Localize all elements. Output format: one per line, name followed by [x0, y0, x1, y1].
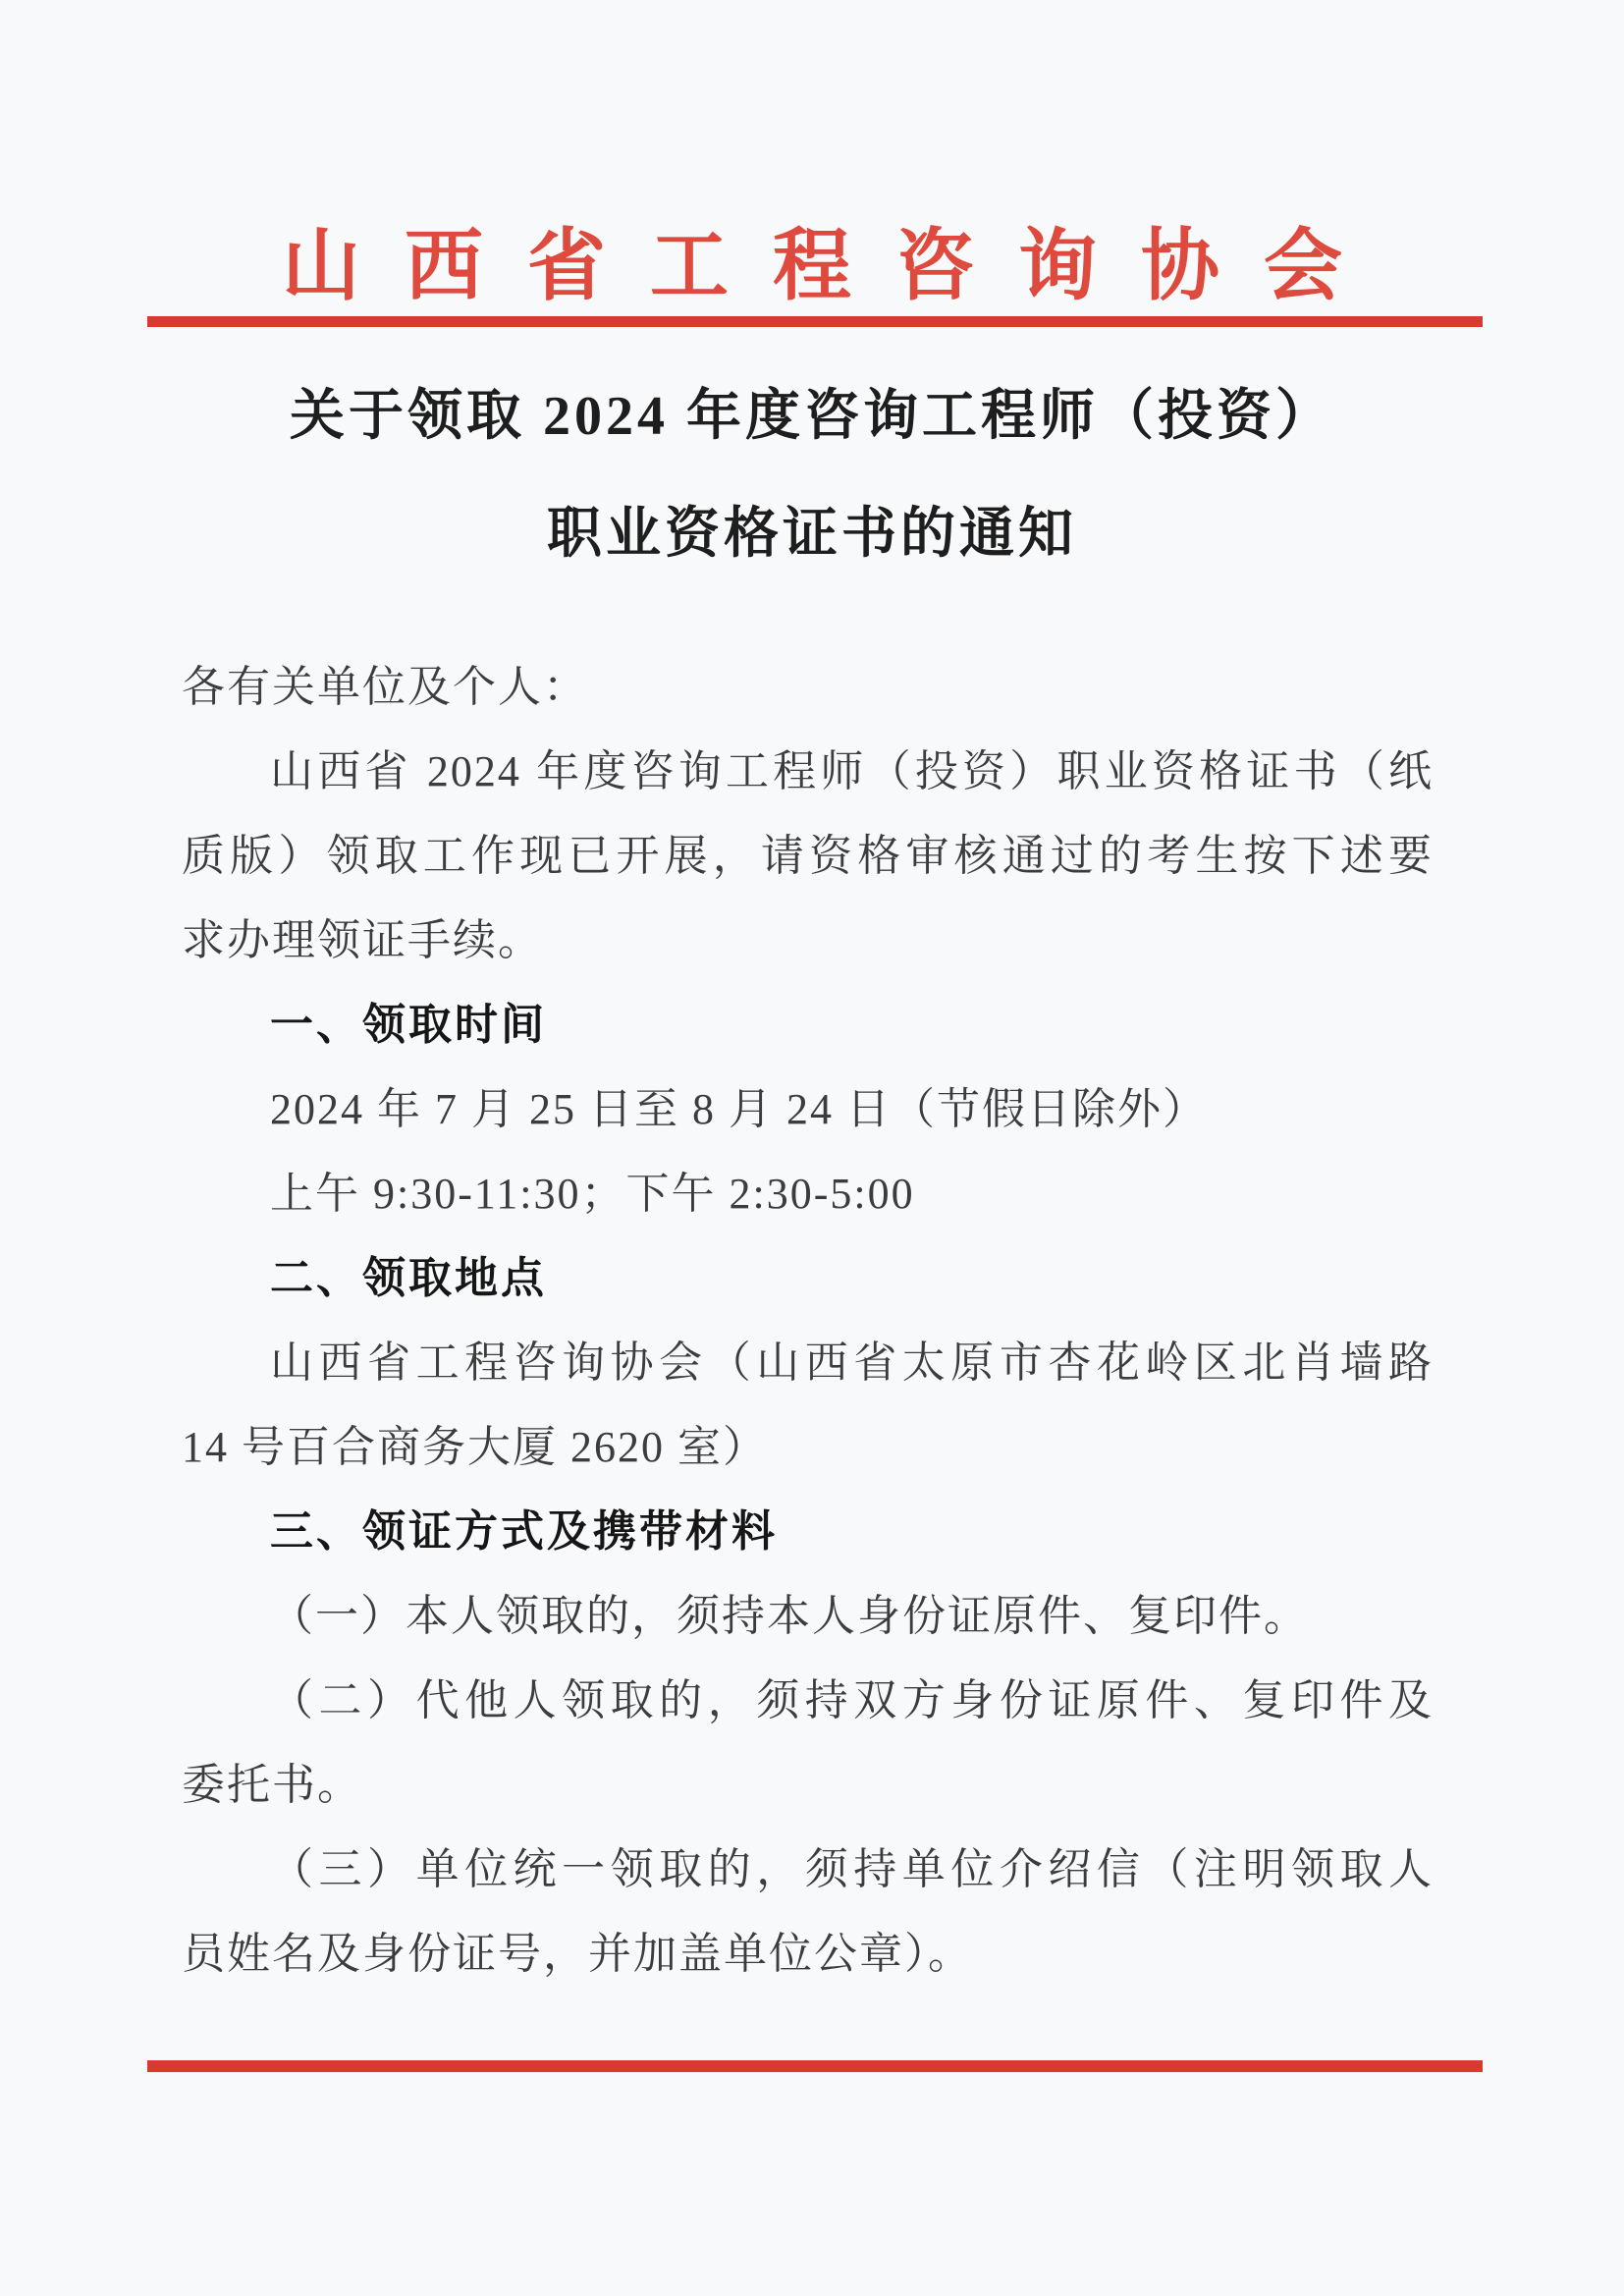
section-3-item-3-line-2: 员姓名及身份证号，并加盖单位公章）。 — [182, 1930, 973, 1978]
section-2-heading: 二、领取地点 — [270, 1254, 547, 1302]
section-3-item-2-line-2: 委托书。 — [182, 1761, 362, 1809]
salutation: 各有关单位及个人： — [182, 663, 588, 711]
section-1-date-line: 2024 年 7 月 25 日至 8 月 24 日（节假日除外） — [270, 1085, 1208, 1133]
doc-title-line-2: 职业资格证书的通知 — [547, 504, 1077, 565]
section-1-hours-line: 上午 9:30-11:30；下午 2:30-5:00 — [270, 1170, 915, 1218]
header-rule — [147, 316, 1483, 327]
section-3-item-2-line-1: （二）代他人领取的，须持双方身份证原件、复印件及 — [270, 1676, 1434, 1724]
section-3-item-3-line-1: （三）单位统一领取的，须持单位介绍信（注明领取人 — [270, 1845, 1434, 1893]
section-3-item-1: （一）本人领取的，须持本人身份证原件、复印件。 — [270, 1592, 1309, 1640]
notice-body — [182, 645, 1434, 1996]
intro-line-1: 山西省 2024 年度咨询工程师（投资）职业资格证书（纸 — [270, 747, 1434, 795]
doc-title — [0, 381, 1624, 570]
doc-title-line-1: 关于领取 2024 年度咨询工程师（投资） — [290, 386, 1334, 447]
section-3-heading: 三、领证方式及携带材料 — [270, 1507, 778, 1556]
section-2-address-line-2: 14 号百合商务大厦 2620 室） — [182, 1423, 768, 1471]
section-1-heading: 一、领取时间 — [270, 1001, 547, 1049]
section-2-address-line-1: 山西省工程咨询协会（山西省太原市杏花岭区北肖墙路 — [270, 1339, 1434, 1387]
intro-line-3: 求办理领证手续。 — [182, 916, 543, 964]
org-name: 山西省工程咨询协会 — [282, 224, 1386, 310]
intro-line-2: 质版）领取工作现已开展，请资格审核通过的考生按下述要 — [182, 832, 1434, 880]
footer-rule — [147, 2060, 1483, 2072]
